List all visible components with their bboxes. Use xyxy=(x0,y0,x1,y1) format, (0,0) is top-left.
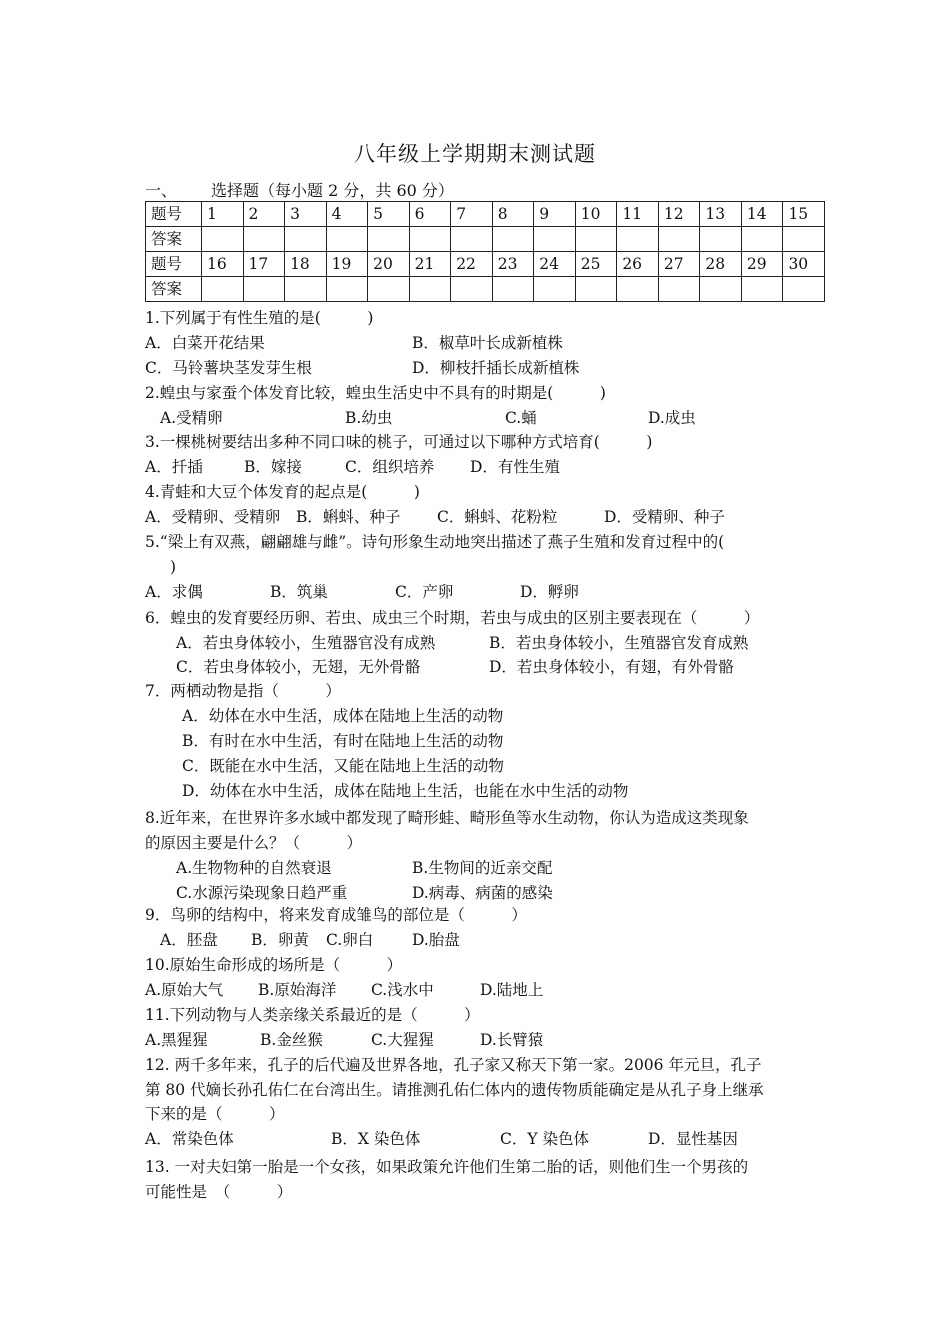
question-number-cell: 27 xyxy=(658,252,700,277)
q2-option-c: C.蛹 xyxy=(505,409,537,427)
answer-cell[interactable] xyxy=(658,277,700,302)
q7-option-a: A．幼体在水中生活，成体在陆地上生活的动物 xyxy=(182,707,504,725)
question-number-cell: 21 xyxy=(409,252,451,277)
question-number-cell: 26 xyxy=(617,252,659,277)
q1-option-a: A．白菜开花结果 xyxy=(145,334,265,352)
question-11: 11.下列动物与人类亲缘关系最近的是（ ） xyxy=(145,1006,480,1024)
question-number-cell: 7 xyxy=(451,202,493,227)
answer-cell[interactable] xyxy=(783,227,825,252)
q11-option-a: A.黑猩猩 xyxy=(145,1031,208,1049)
q12-option-a: A．常染色体 xyxy=(145,1130,234,1148)
answer-cell[interactable] xyxy=(326,227,368,252)
question-number-cell: 9 xyxy=(534,202,576,227)
answer-cell[interactable] xyxy=(575,227,617,252)
row-header-number: 题号 xyxy=(146,252,202,277)
answer-cell[interactable] xyxy=(492,227,534,252)
question-number-cell: 23 xyxy=(492,252,534,277)
question-number-cell: 8 xyxy=(492,202,534,227)
question-12-cont: 第 80 代嫡长孙孔佑仁在台湾出生。请推测孔佑仁体内的遗传物质能确定是从孔子身上继承 xyxy=(145,1081,764,1099)
question-number-cell: 28 xyxy=(700,252,742,277)
q11-option-d: D.长臂猿 xyxy=(480,1031,544,1049)
q2-option-d: D.成虫 xyxy=(648,409,696,427)
section-label: 选择题（每小题 2 分，共 60 分） xyxy=(211,181,454,200)
q10-option-c: C.浅水中 xyxy=(371,981,434,999)
question-number-cell: 3 xyxy=(285,202,327,227)
q6-option-b: B．若虫身体较小，生殖器官发育成熟 xyxy=(489,634,749,652)
q2-option-b: B.幼虫 xyxy=(345,409,393,427)
question-12: 12. 两千多年来，孔子的后代遍及世界各地，孔子家又称天下第一家。2006 年元旦，孔子 xyxy=(145,1056,762,1074)
question-13: 13. 一对夫妇第一胎是一个女孩，如果政策允许他们生第二胎的话，则他们生一个男孩的 xyxy=(145,1158,749,1176)
answer-cell[interactable] xyxy=(202,227,244,252)
row-header-answer: 答案 xyxy=(146,277,202,302)
question-number-cell: 10 xyxy=(575,202,617,227)
question-number-cell: 2 xyxy=(243,202,285,227)
answer-table-answer-row xyxy=(146,277,825,302)
answer-cell[interactable] xyxy=(243,227,285,252)
q3-option-c: C．组织培养 xyxy=(345,458,435,476)
q9-option-d: D.胎盘 xyxy=(412,931,460,949)
question-number-cell: 18 xyxy=(285,252,327,277)
question-number-cell: 11 xyxy=(617,202,659,227)
answer-cell[interactable] xyxy=(741,277,783,302)
answer-cell[interactable] xyxy=(243,277,285,302)
question-3: 3.一棵桃树要结出多种不同口味的桃子，可通过以下哪种方式培育( ) xyxy=(145,433,653,451)
answer-cell[interactable] xyxy=(368,277,410,302)
question-9: 9．鸟卵的结构中，将来发育成雏鸟的部位是（ ） xyxy=(145,906,527,924)
q1-option-d: D．柳枝扦插长成新植株 xyxy=(412,359,580,377)
answer-cell[interactable] xyxy=(409,227,451,252)
answer-cell[interactable] xyxy=(492,277,534,302)
answer-cell[interactable] xyxy=(451,227,493,252)
answer-cell[interactable] xyxy=(202,277,244,302)
answer-cell[interactable] xyxy=(534,227,576,252)
q4-option-b: B．蝌蚪、种子 xyxy=(296,508,401,526)
section-number: 一、 xyxy=(145,181,178,200)
q8-option-c: C.水源污染现象日趋严重 xyxy=(176,884,348,902)
answer-table xyxy=(145,201,825,302)
q5-option-b: B．筑巢 xyxy=(270,583,328,601)
q7-option-c: C．既能在水中生活，又能在陆地上生活的动物 xyxy=(182,757,504,775)
answer-table-number-row xyxy=(146,202,825,227)
q5-option-c: C．产卵 xyxy=(395,583,454,601)
q3-option-a: A．扦插 xyxy=(145,458,203,476)
question-number-cell: 15 xyxy=(783,202,825,227)
question-number-cell: 29 xyxy=(741,252,783,277)
q12-option-b: B．X 染色体 xyxy=(331,1130,421,1148)
answer-table-answer-row xyxy=(146,227,825,252)
q8-option-a: A.生物物种的自然衰退 xyxy=(176,859,332,877)
answer-cell[interactable] xyxy=(700,277,742,302)
q6-option-c: C．若虫身体较小，无翅，无外骨骼 xyxy=(176,658,421,676)
answer-cell[interactable] xyxy=(451,277,493,302)
q12-option-d: D．显性基因 xyxy=(648,1130,738,1148)
question-8: 8.近年来，在世界许多水域中都发现了畸形蛙、畸形鱼等水生动物，你认为造成这类现象 xyxy=(145,809,749,827)
answer-cell[interactable] xyxy=(575,277,617,302)
answer-cell[interactable] xyxy=(741,227,783,252)
question-2: 2.蝗虫与家蚕个体发育比较，蝗虫生活史中不具有的时期是( ) xyxy=(145,384,606,402)
q4-option-a: A．受精卵、受精卵 xyxy=(145,508,281,526)
question-4: 4.青蛙和大豆个体发育的起点是( ) xyxy=(145,483,420,501)
question-1: 1.下列属于有性生殖的是( ) xyxy=(145,309,374,327)
q4-option-c: C．蝌蚪、花粉粒 xyxy=(437,508,558,526)
q6-option-a: A．若虫身体较小，生殖器官没有成熟 xyxy=(176,634,436,652)
answer-cell[interactable] xyxy=(409,277,451,302)
q9-option-c: C.卵白 xyxy=(326,931,374,949)
question-5: 5.“梁上有双燕，翩翩雄与雌”。诗句形象生动地突出描述了燕子生殖和发育过程中的( xyxy=(145,533,725,551)
answer-cell[interactable] xyxy=(285,227,327,252)
q3-option-b: B．嫁接 xyxy=(244,458,302,476)
question-10: 10.原始生命形成的场所是（ ） xyxy=(145,956,403,974)
question-12-cont-2: 下来的是（ ） xyxy=(145,1105,285,1123)
q1-option-b: B．椒草叶长成新植株 xyxy=(412,334,563,352)
question-number-cell: 6 xyxy=(409,202,451,227)
q11-option-b: B.金丝猴 xyxy=(260,1031,323,1049)
answer-cell[interactable] xyxy=(326,277,368,302)
q7-option-b: B．有时在水中生活，有时在陆地上生活的动物 xyxy=(182,732,504,750)
question-number-cell: 20 xyxy=(368,252,410,277)
answer-cell[interactable] xyxy=(534,277,576,302)
question-8-cont: 的原因主要是什么？（ ） xyxy=(145,834,363,852)
q5-option-a: A．求偶 xyxy=(145,583,203,601)
q2-option-a: A.受精卵 xyxy=(160,409,223,427)
question-number-cell: 1 xyxy=(202,202,244,227)
row-header-answer: 答案 xyxy=(146,227,202,252)
row-header-number: 题号 xyxy=(146,202,202,227)
question-number-cell: 24 xyxy=(534,252,576,277)
answer-cell[interactable] xyxy=(700,227,742,252)
question-number-cell: 4 xyxy=(326,202,368,227)
answer-cell[interactable] xyxy=(617,277,659,302)
q11-option-c: C.大猩猩 xyxy=(371,1031,434,1049)
question-number-cell: 12 xyxy=(658,202,700,227)
q8-option-b: B.生物间的近亲交配 xyxy=(412,859,553,877)
question-number-cell: 5 xyxy=(368,202,410,227)
answer-cell[interactable] xyxy=(368,227,410,252)
q10-option-b: B.原始海洋 xyxy=(258,981,337,999)
answer-cell[interactable] xyxy=(783,277,825,302)
q5-option-d: D．孵卵 xyxy=(520,583,579,601)
q3-option-d: D．有性生殖 xyxy=(470,458,560,476)
question-number-cell: 13 xyxy=(700,202,742,227)
q7-option-d: D．幼体在水中生活，成体在陆地上生活，也能在水中生活的动物 xyxy=(182,782,629,800)
question-number-cell: 19 xyxy=(326,252,368,277)
answer-cell[interactable] xyxy=(285,277,327,302)
q6-option-d: D．若虫身体较小，有翅，有外骨骼 xyxy=(489,658,734,676)
section-heading xyxy=(145,178,454,201)
q4-option-d: D．受精卵、种子 xyxy=(604,508,725,526)
question-number-cell: 16 xyxy=(202,252,244,277)
question-number-cell: 22 xyxy=(451,252,493,277)
answer-cell[interactable] xyxy=(658,227,700,252)
question-7: 7．两栖动物是指（ ） xyxy=(145,682,341,700)
page-title: 八年级上学期期末测试题 xyxy=(354,142,596,166)
question-number-cell: 14 xyxy=(741,202,783,227)
answer-cell[interactable] xyxy=(617,227,659,252)
q12-option-c: C．Y 染色体 xyxy=(500,1130,590,1148)
answer-table-number-row xyxy=(146,252,825,277)
q10-option-a: A.原始大气 xyxy=(145,981,224,999)
q9-option-b: B．卵黄 xyxy=(251,931,309,949)
question-13-cont: 可能性是 （ ） xyxy=(145,1183,293,1201)
question-number-cell: 17 xyxy=(243,252,285,277)
q10-option-d: D.陆地上 xyxy=(480,981,544,999)
question-number-cell: 25 xyxy=(575,252,617,277)
question-number-cell: 30 xyxy=(783,252,825,277)
question-5-cont: ) xyxy=(170,558,177,576)
q8-option-d: D.病毒、病菌的感染 xyxy=(412,884,553,902)
question-6: 6．蝗虫的发育要经历卵、若虫、成虫三个时期，若虫与成虫的区别主要表现在（ ） xyxy=(145,609,760,627)
q9-option-a: A．胚盘 xyxy=(160,931,218,949)
q1-option-c: C．马铃薯块茎发芽生根 xyxy=(145,359,312,377)
